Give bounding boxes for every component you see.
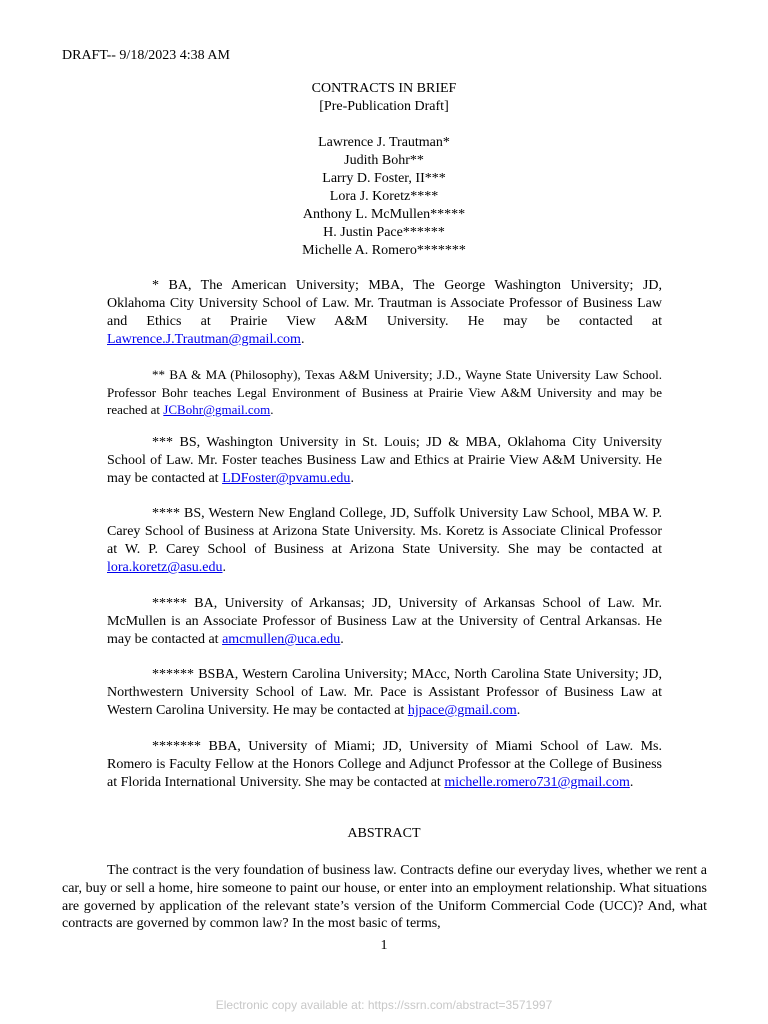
author-name: Lawrence J. Trautman* — [318, 135, 450, 150]
author-footnote — [107, 366, 662, 419]
author-footnote — [107, 434, 662, 488]
footnote-text: **** BS, Western New England College, JD, Suffolk University Law School, MBA W. P. Carey School of Business at Arizona State University. Ms. Koretz is Associate Clinical Professor at W. P. Carey School of Business at Arizona State University. She may be contacted at — [107, 506, 662, 557]
ssrn-footer: Electronic copy available at: https://ssrn.com/abstract=3571997 — [215, 998, 553, 1012]
paper-title: CONTRACTS IN BRIEF — [311, 81, 457, 96]
author-footnote — [107, 595, 662, 649]
email-link[interactable]: JCBohr@gmail.com — [163, 402, 271, 417]
author-name: Anthony L. McMullen***** — [302, 207, 466, 222]
author-list — [0, 134, 768, 260]
paper-subtitle: [Pre-Publication Draft] — [319, 99, 449, 114]
abstract-body — [62, 862, 707, 933]
author-footnote — [107, 666, 662, 720]
author-name: H. Justin Pace****** — [323, 225, 445, 240]
footnote-text: * BA, The American University; MBA, The George Washington University; JD, Oklahoma City University School of Law. Mr. Trautman is Associate Professor of Business Law and Ethics at Prairie View A&M University. He may be contacted at — [107, 278, 662, 329]
author-name: Michelle A. Romero******* — [302, 243, 466, 258]
footnote-end: . — [270, 402, 274, 417]
abstract-text: The contract is the very foundation of business law. Contracts define our everyday lives, whether we rent a car, buy or sell a home, hire someone to paint our house, or enter into an employment relationship. What situations are governed by application of the relevant state’s version of the Uniform Commercial Code (UCC)? And, what contracts are governed by common law? In the most basic of terms, — [62, 863, 707, 932]
footnote-end: . — [300, 332, 305, 347]
author-footnote — [107, 738, 662, 792]
footnote-end: . — [629, 775, 634, 790]
author-name: Larry D. Foster, II*** — [322, 171, 446, 186]
author-footnote — [107, 277, 662, 349]
footnote-text: ******* BBA, University of Miami; JD, University of Miami School of Law. Ms. Romero is Faculty Fellow at the Honors College and Adjunct Professor at the College of Business at Florida International University. She may be contacted at — [107, 739, 662, 790]
email-link[interactable]: michelle.romero731@gmail.com — [444, 775, 630, 790]
email-link[interactable]: lora.koretz@asu.edu — [107, 560, 223, 575]
footnote-end: . — [350, 471, 354, 486]
draft-stamp: DRAFT-- 9/18/2023 4:38 AM — [62, 48, 230, 63]
email-link[interactable]: Lawrence.J.Trautman@gmail.com — [107, 332, 301, 347]
email-link[interactable]: LDFoster@pvamu.edu — [222, 471, 351, 486]
author-footnote — [107, 505, 662, 577]
page-number: 1 — [380, 938, 388, 953]
footnote-end: . — [340, 632, 344, 647]
author-name: Judith Bohr** — [344, 153, 424, 168]
footnote-end: . — [516, 703, 521, 718]
email-link[interactable]: hjpace@gmail.com — [407, 703, 517, 718]
footnote-text: ****** BSBA, Western Carolina University; MAcc, North Carolina State University; JD, Northwestern University School of Law. Mr. Pace is Assistant Professor of Business Law at Western Carolina University. He may be contacted at — [107, 667, 662, 718]
footnote-text: ** BA & MA (Philosophy), Texas A&M University; J.D., Wayne State University Law School. Professor Bohr teaches Legal Environment of Business at Prairie View A&M University and may be reached at — [107, 367, 662, 417]
footnote-text: ***** BA, University of Arkansas; JD, University of Arkansas School of Law. Mr. McMullen is an Associate Professor of Business Law at the University of Central Arkansas. He may be contacted at — [107, 596, 662, 647]
email-link[interactable]: amcmullen@uca.edu — [222, 632, 341, 647]
abstract-heading: ABSTRACT — [347, 826, 421, 841]
footnote-end: . — [222, 560, 227, 575]
footnote-text: *** BS, Washington University in St. Louis; JD & MBA, Oklahoma City University School of Law. Mr. Foster teaches Business Law and Ethics at Prairie View A&M University. He may be contacted at — [107, 435, 662, 486]
author-name: Lora J. Koretz**** — [329, 189, 439, 204]
title-block — [0, 80, 768, 116]
